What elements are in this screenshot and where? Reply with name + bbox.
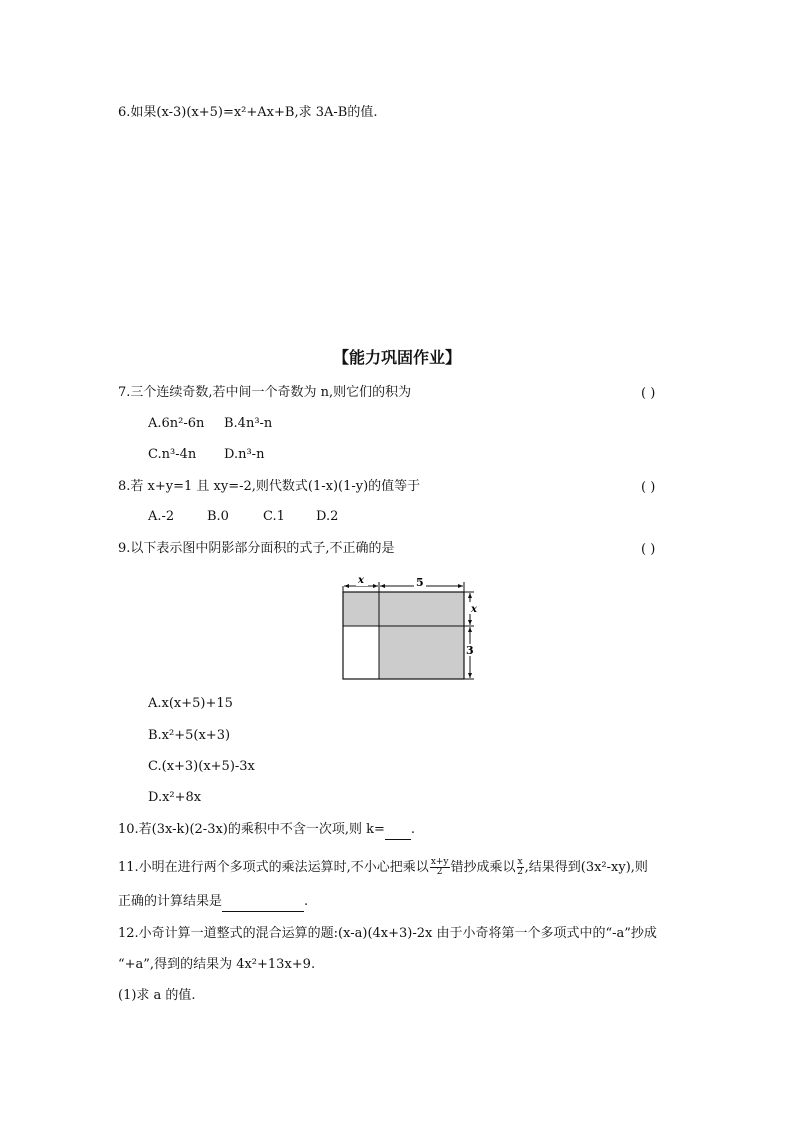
fraction-x-plus-y-over-2: $\frac{x+y}{2}$	[430, 857, 449, 877]
question-9-option-c: C.(x+3)(x+5)-3x	[148, 759, 255, 774]
question-9-option-b: B.x²+5(x+3)	[148, 728, 231, 743]
figure-label-5: 5	[416, 576, 424, 589]
question-11-line-1: 11.小明在进行两个多项式的乘法运算时,不小心把乘以 $\frac{x+y}{2}$ 错抄成乘以 $\frac{x}{2}$ ,结果得到(3x²-xy),则	[118, 857, 648, 877]
question-9-option-d: D.x²+8x	[148, 790, 202, 805]
question-8-answer-paren: ( )	[641, 480, 656, 495]
shaded-rect-bottom-right	[379, 626, 464, 679]
question-8-stem: 8.若 x+y=1 且 xy=-2,则代数式(1-x)(1-y)的值等于	[118, 479, 421, 494]
question-9-option-a: A.x(x+5)+15	[148, 696, 233, 711]
unshaded-rect-bottom-left	[343, 626, 379, 679]
shaded-square-top-left	[343, 592, 379, 626]
question-10: 10.若(3x-k)(2-3x)的乘积中不含一次项,则 k= .	[118, 821, 415, 840]
question-8-option-b: B.0	[207, 509, 229, 524]
question-8-option-a: A.-2	[148, 509, 175, 524]
question-7-answer-paren: ( )	[641, 386, 656, 401]
section-heading: 【能力巩固作业】	[332, 348, 461, 367]
question-7-option-b: B.4n³-n	[224, 416, 273, 431]
question-7-option-c: C.n³-4n	[148, 447, 197, 462]
question-8-option-c: C.1	[263, 509, 285, 524]
shaded-rect-top-right	[379, 592, 464, 626]
figure-label-3: 3	[466, 644, 474, 657]
question-11-line-2: 正确的计算结果是 .	[118, 893, 308, 912]
question-7-option-a: A.6n²-6n	[148, 416, 205, 431]
figure-label-x-right: x	[471, 604, 477, 615]
question-12-line-2: “+a”,得到的结果为 4x²+13x+9.	[118, 957, 316, 972]
question-8-option-d: D.2	[316, 509, 339, 524]
question-11-answer-blank[interactable]	[222, 893, 304, 912]
question-10-text: 10.若(3x-k)(2-3x)的乘积中不含一次项,则 k=	[118, 822, 385, 837]
fraction-x-over-2: $\frac{x}{2}$	[517, 857, 523, 877]
question-12-subquestion-1: (1)求 a 的值.	[118, 988, 196, 1003]
question-10-answer-blank[interactable]	[385, 821, 411, 840]
question-7-option-d: D.n³-n	[224, 447, 265, 462]
figure-label-x-top: x	[358, 575, 364, 586]
question-7-stem: 7.三个连续奇数,若中间一个奇数为 n,则它们的积为	[118, 385, 412, 400]
question-9-stem: 9.以下表示图中阴影部分面积的式子,不正确的是	[118, 541, 395, 556]
shaded-area-figure	[336, 572, 486, 684]
question-12-line-1: 12.小奇计算一道整式的混合运算的题:(x-a)(4x+3)-2x 由于小奇将第一个多项式中的“-a”抄成	[118, 926, 657, 941]
question-9-answer-paren: ( )	[641, 542, 656, 557]
question-6: 6.如果(x-3)(x+5)=x²+Ax+B,求 3A-B的值.	[118, 105, 378, 120]
